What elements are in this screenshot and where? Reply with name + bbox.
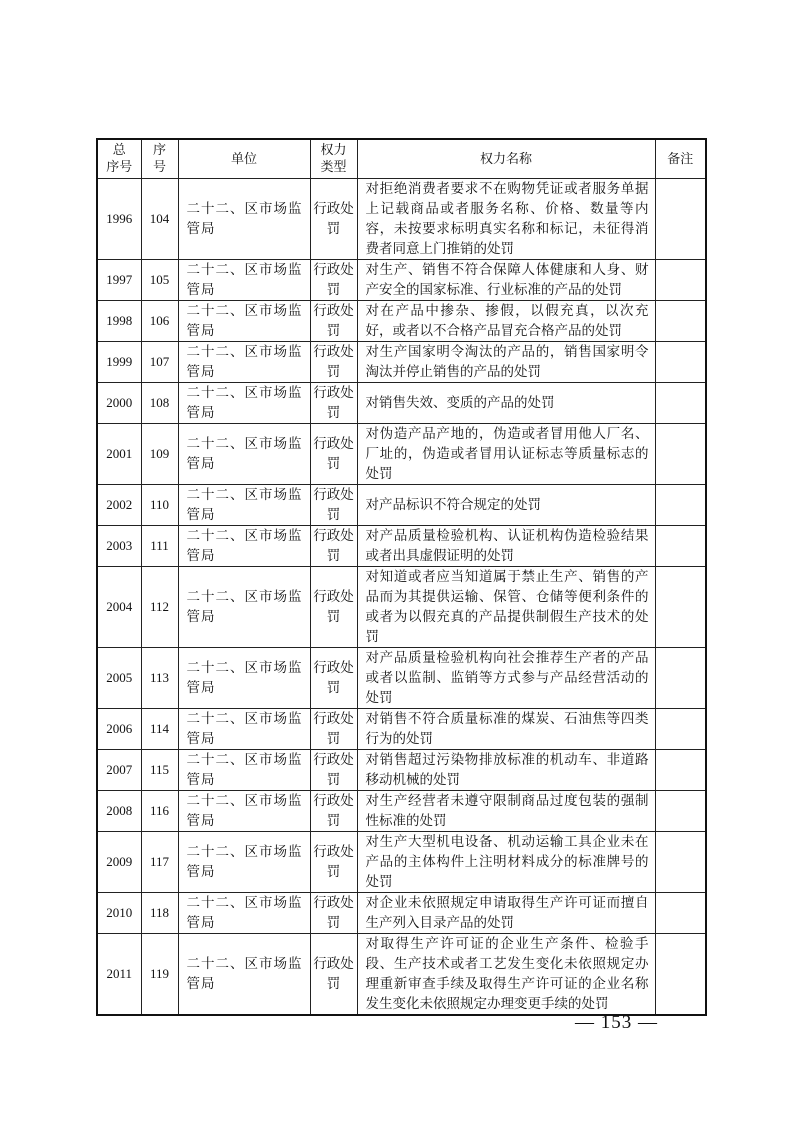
total-number-cell: 1998 xyxy=(97,301,141,342)
power-type-cell: 行政处罚 xyxy=(310,648,357,709)
table-row xyxy=(97,383,706,424)
remarks-cell xyxy=(655,934,706,1016)
table-row xyxy=(97,893,706,934)
remarks-cell xyxy=(655,709,706,750)
header-total-number: 总 序号 xyxy=(97,139,141,179)
power-list-table-container xyxy=(96,138,705,1016)
table-row xyxy=(97,567,706,648)
power-name-cell: 对销售不符合质量标准的煤炭、石油焦等四类行为的处罚 xyxy=(357,709,655,750)
power-type-cell: 行政处罚 xyxy=(310,791,357,832)
power-name-cell: 对知道或者应当知道属于禁止生产、销售的产品而为其提供运输、保管、仓储等便利条件的或者为以假充真的产品提供制假生产技术的处罚 xyxy=(357,567,655,648)
power-name-cell: 对销售超过污染物排放标准的机动车、非道路移动机械的处罚 xyxy=(357,750,655,791)
unit-cell: 二十二、区市场监管局 xyxy=(178,893,310,934)
sequence-number-cell: 113 xyxy=(141,648,178,709)
table-row xyxy=(97,485,706,526)
power-name-cell: 对生产国家明令淘汰的产品的，销售国家明令淘汰并停止销售的产品的处罚 xyxy=(357,342,655,383)
remarks-cell xyxy=(655,648,706,709)
power-name-cell: 对生产、销售不符合保障人体健康和人身、财产安全的国家标准、行业标准的产品的处罚 xyxy=(357,260,655,301)
remarks-cell xyxy=(655,485,706,526)
power-type-cell: 行政处罚 xyxy=(310,526,357,567)
power-type-cell: 行政处罚 xyxy=(310,301,357,342)
total-number-cell: 2008 xyxy=(97,791,141,832)
sequence-number-cell: 116 xyxy=(141,791,178,832)
total-number-cell: 2000 xyxy=(97,383,141,424)
power-name-cell: 对企业未依照规定申请取得生产许可证而擅自生产列入目录产品的处罚 xyxy=(357,893,655,934)
power-type-cell: 行政处罚 xyxy=(310,832,357,893)
sequence-number-cell: 106 xyxy=(141,301,178,342)
remarks-cell xyxy=(655,526,706,567)
power-type-cell: 行政处罚 xyxy=(310,893,357,934)
power-type-cell: 行政处罚 xyxy=(310,485,357,526)
remarks-cell xyxy=(655,301,706,342)
power-name-cell: 对产品质量检验机构向社会推荐生产者的产品或者以监制、监销等方式参与产品经营活动的处罚 xyxy=(357,648,655,709)
table-row xyxy=(97,791,706,832)
unit-cell: 二十二、区市场监管局 xyxy=(178,260,310,301)
unit-cell: 二十二、区市场监管局 xyxy=(178,342,310,383)
total-number-cell: 2005 xyxy=(97,648,141,709)
page-number: — 153 — xyxy=(575,1012,658,1033)
remarks-cell xyxy=(655,424,706,485)
power-type-cell: 行政处罚 xyxy=(310,709,357,750)
power-type-cell: 行政处罚 xyxy=(310,342,357,383)
power-name-cell: 对生产大型机电设备、机动运输工具企业未在产品的主体构件上注明材料成分的标准牌号的处罚 xyxy=(357,832,655,893)
table-row xyxy=(97,424,706,485)
total-number-cell: 2002 xyxy=(97,485,141,526)
remarks-cell xyxy=(655,179,706,260)
remarks-cell xyxy=(655,567,706,648)
sequence-number-cell: 115 xyxy=(141,750,178,791)
table-row xyxy=(97,832,706,893)
power-name-cell: 对生产经营者未遵守限制商品过度包装的强制性标准的处罚 xyxy=(357,791,655,832)
unit-cell: 二十二、区市场监管局 xyxy=(178,383,310,424)
power-list-table xyxy=(96,138,707,1016)
unit-cell: 二十二、区市场监管局 xyxy=(178,934,310,1016)
power-type-cell: 行政处罚 xyxy=(310,424,357,485)
power-name-cell: 对伪造产品产地的，伪造或者冒用他人厂名、厂址的，伪造或者冒用认证标志等质量标志的处罚 xyxy=(357,424,655,485)
total-number-cell: 2006 xyxy=(97,709,141,750)
header-power-type: 权力 类型 xyxy=(310,139,357,179)
sequence-number-cell: 109 xyxy=(141,424,178,485)
remarks-cell xyxy=(655,791,706,832)
power-name-cell: 对拒绝消费者要求不在购物凭证或者服务单据上记载商品或者服务名称、价格、数量等内容，未按要求标明真实名称和标记，未征得消费者同意上门推销的处罚 xyxy=(357,179,655,260)
table-header-row xyxy=(97,139,706,179)
unit-cell: 二十二、区市场监管局 xyxy=(178,567,310,648)
remarks-cell xyxy=(655,383,706,424)
table-row xyxy=(97,301,706,342)
total-number-cell: 2007 xyxy=(97,750,141,791)
sequence-number-cell: 110 xyxy=(141,485,178,526)
table-row xyxy=(97,342,706,383)
total-number-cell: 1999 xyxy=(97,342,141,383)
sequence-number-cell: 105 xyxy=(141,260,178,301)
header-sequence-number: 序 号 xyxy=(141,139,178,179)
unit-cell: 二十二、区市场监管局 xyxy=(178,832,310,893)
sequence-number-cell: 104 xyxy=(141,179,178,260)
sequence-number-cell: 117 xyxy=(141,832,178,893)
power-type-cell: 行政处罚 xyxy=(310,179,357,260)
power-name-cell: 对产品标识不符合规定的处罚 xyxy=(357,485,655,526)
remarks-cell xyxy=(655,750,706,791)
sequence-number-cell: 108 xyxy=(141,383,178,424)
total-number-cell: 2001 xyxy=(97,424,141,485)
table-row xyxy=(97,260,706,301)
table-row xyxy=(97,179,706,260)
power-name-cell: 对产品质量检验机构、认证机构伪造检验结果或者出具虚假证明的处罚 xyxy=(357,526,655,567)
remarks-cell xyxy=(655,893,706,934)
total-number-cell: 2003 xyxy=(97,526,141,567)
total-number-cell: 2010 xyxy=(97,893,141,934)
unit-cell: 二十二、区市场监管局 xyxy=(178,791,310,832)
header-power-name: 权力名称 xyxy=(357,139,655,179)
table-row xyxy=(97,750,706,791)
power-type-cell: 行政处罚 xyxy=(310,934,357,1016)
table-row xyxy=(97,526,706,567)
remarks-cell xyxy=(655,342,706,383)
power-type-cell: 行政处罚 xyxy=(310,567,357,648)
total-number-cell: 1997 xyxy=(97,260,141,301)
unit-cell: 二十二、区市场监管局 xyxy=(178,424,310,485)
unit-cell: 二十二、区市场监管局 xyxy=(178,301,310,342)
total-number-cell: 2004 xyxy=(97,567,141,648)
power-name-cell: 对取得生产许可证的企业生产条件、检验手段、生产技术或者工艺发生变化未依照规定办理重新审查手续及取得生产许可证的企业名称发生变化未依照规定办理变更手续的处罚 xyxy=(357,934,655,1016)
table-row xyxy=(97,934,706,1016)
unit-cell: 二十二、区市场监管局 xyxy=(178,526,310,567)
power-type-cell: 行政处罚 xyxy=(310,260,357,301)
power-type-cell: 行政处罚 xyxy=(310,383,357,424)
total-number-cell: 2011 xyxy=(97,934,141,1016)
unit-cell: 二十二、区市场监管局 xyxy=(178,179,310,260)
unit-cell: 二十二、区市场监管局 xyxy=(178,648,310,709)
sequence-number-cell: 118 xyxy=(141,893,178,934)
remarks-cell xyxy=(655,260,706,301)
sequence-number-cell: 119 xyxy=(141,934,178,1016)
remarks-cell xyxy=(655,832,706,893)
sequence-number-cell: 107 xyxy=(141,342,178,383)
header-unit: 单位 xyxy=(178,139,310,179)
power-name-cell: 对销售失效、变质的产品的处罚 xyxy=(357,383,655,424)
power-type-cell: 行政处罚 xyxy=(310,750,357,791)
table-row xyxy=(97,709,706,750)
total-number-cell: 1996 xyxy=(97,179,141,260)
sequence-number-cell: 111 xyxy=(141,526,178,567)
sequence-number-cell: 112 xyxy=(141,567,178,648)
total-number-cell: 2009 xyxy=(97,832,141,893)
unit-cell: 二十二、区市场监管局 xyxy=(178,709,310,750)
unit-cell: 二十二、区市场监管局 xyxy=(178,750,310,791)
table-row xyxy=(97,648,706,709)
unit-cell: 二十二、区市场监管局 xyxy=(178,485,310,526)
sequence-number-cell: 114 xyxy=(141,709,178,750)
table-body xyxy=(97,179,706,1016)
power-name-cell: 对在产品中掺杂、掺假，以假充真，以次充好，或者以不合格产品冒充合格产品的处罚 xyxy=(357,301,655,342)
header-remarks: 备注 xyxy=(655,139,706,179)
